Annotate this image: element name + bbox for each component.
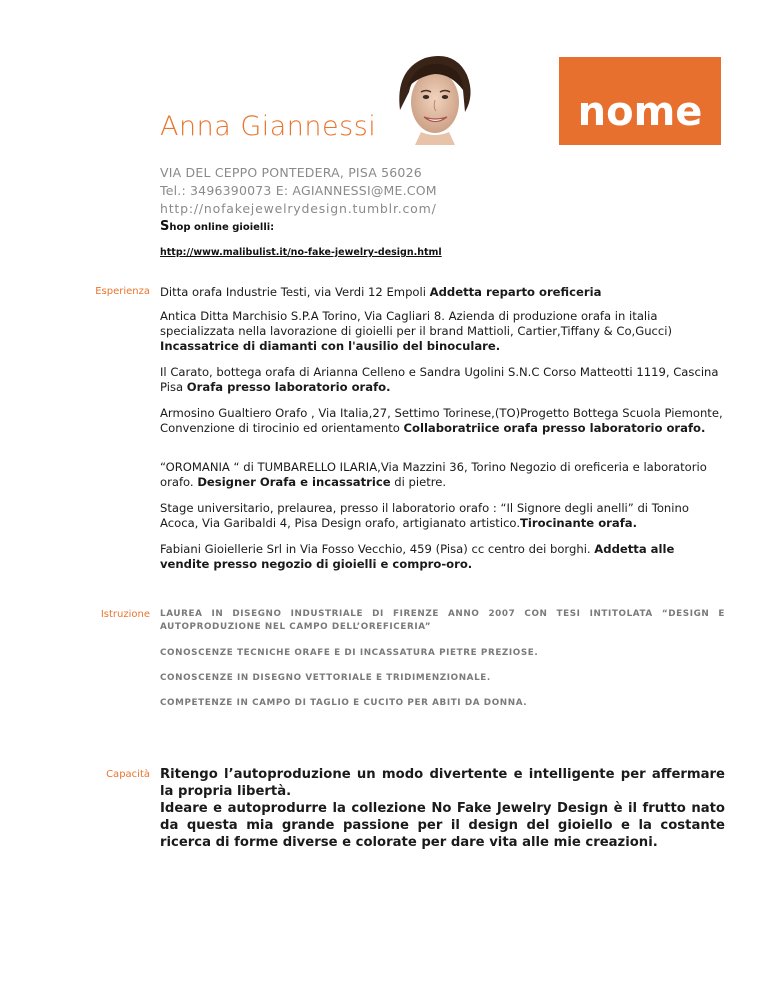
- shop-initial: S: [160, 219, 170, 234]
- experience-entry: “OROMANIA “ di TUMBARELLO ILARIA,Via Mazzini 36, Torino Negozio di oreficeria e laboratorio orafo. Designer Orafa e incassatrice di pietre.: [160, 460, 707, 489]
- section-label-capacita: Capacità: [106, 769, 150, 780]
- experience-entry: Stage universitario, prelaurea, presso il laboratorio orafo : “Il Signore degli anelli” di Tonino Acoca, Via Garibaldi 4, Pisa Design orafo, artigianato artistico.Tirocinante orafa.: [160, 501, 689, 530]
- shop-rest: hop online gioielli:: [169, 222, 275, 233]
- education-item: CONOSCENZE TECNICHE ORAFE E DI INCASSATURA PIETRE PREZIOSE.: [160, 648, 539, 658]
- logo-text: nome: [577, 89, 703, 135]
- experience-entry: Ditta orafa Industrie Testi, via Verdi 12 Empoli Addetta reparto oreficeria: [160, 285, 602, 299]
- education-item: COMPETENZE IN CAMPO DI TAGLIO E CUCITO PER ABITI DA DONNA.: [160, 698, 528, 708]
- candidate-name: Anna Giannessi: [160, 111, 377, 142]
- website-link[interactable]: http://nofakejewelrydesign.tumblr.com/: [160, 201, 437, 216]
- nome-logo: [559, 57, 721, 145]
- address: VIA DEL CEPPO PONTEDERA, PISA 56026: [160, 165, 422, 180]
- shop-link[interactable]: http://www.malibulist.it/no-fake-jewelry-design.html: [160, 247, 442, 258]
- section-label-istruzione: Istruzione: [100, 609, 150, 620]
- profile-photo: [385, 50, 480, 145]
- experience-entry: Il Carato, bottega orafa di Arianna Celleno e Sandra Ugolini S.N.C Corso Matteotti 1119, Cascina Pisa Orafa presso laboratorio orafo.: [160, 365, 719, 394]
- phone-email: Tel.: 3496390073 E: AGIANNESSI@ME.COM: [160, 183, 437, 198]
- skills-paragraph: Ritengo l’autoproduzione un modo divertente e intelligente per affermare la propria libertà.: [160, 767, 725, 799]
- experience-entry: Fabiani Gioiellerie Srl in Via Fosso Vecchio, 459 (Pisa) cc centro dei borghi. Addetta alle vendite presso negozio di gioielli e compro-oro.: [160, 542, 675, 571]
- education-item: LAUREA IN DISEGNO INDUSTRIALE DI FIRENZE ANNO 2007 CON TESI INTITOLATA “DESIGN E AUTOPRODUZIONE NEL CAMPO DELL’OREFICERIA”: [160, 609, 725, 632]
- section-label-esperienza: Esperienza: [95, 286, 150, 297]
- skills-text: [160, 766, 725, 851]
- shop-heading: [160, 219, 274, 234]
- experience-entry: Armosino Gualtiero Orafo , Via Italia,27, Settimo Torinese,(TO)Progetto Bottega Scuola Piemonte, Convenzione di tirocinio ed orientamento Collaboratriice orafa presso laboratorio orafo.: [160, 406, 723, 435]
- skills-paragraph: Ideare e autoprodurre la collezione No Fake Jewelry Design è il frutto nato da questa mia grande passione per il design del gioiello e la costante ricerca di forme diverse e colorate per dare vita alle mie creazioni.: [160, 801, 725, 850]
- education-item: CONOSCENZE IN DISEGNO VETTORIALE E TRIDIMENZIONALE.: [160, 673, 491, 683]
- experience-entry: Antica Ditta Marchisio S.P.A Torino, Via Cagliari 8. Azienda di produzione orafa in italia specializzata nella lavorazione di gioielli per il brand Mattioli, Cartier,Tiffany & Co,Gucci) Incassatrice di diamanti con l'ausilio del binoculare.: [160, 309, 673, 353]
